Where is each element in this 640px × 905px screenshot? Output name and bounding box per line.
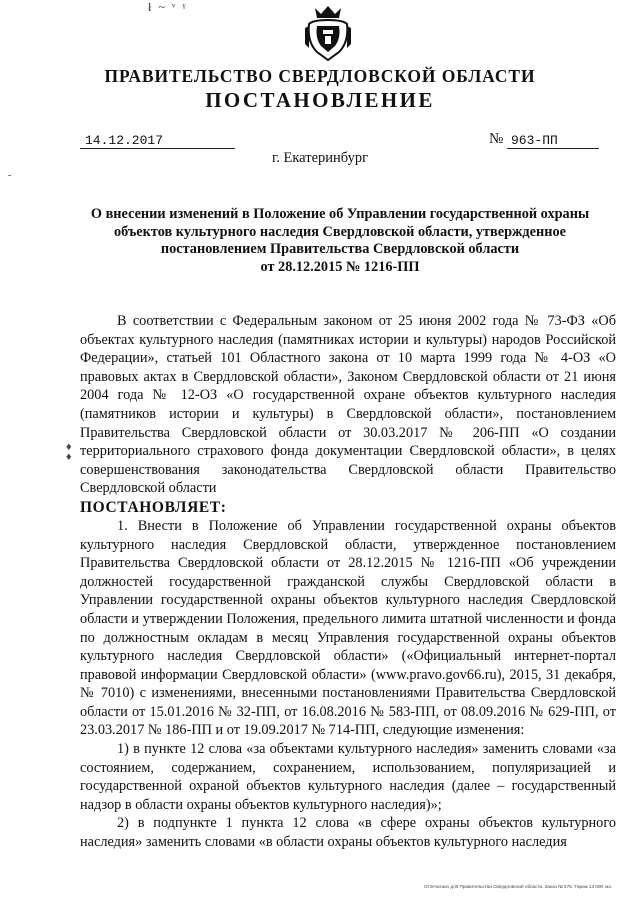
title-line: от 28.12.2015 № 1216-ПП	[260, 258, 420, 275]
title-line: объектов культурного наследия Свердловской области, утвержденное	[114, 223, 566, 240]
document-date: 14.12.2017	[80, 133, 235, 149]
item-paragraph: 1. Внести в Положение об Управлении государственной охраны объектов культурного наследия Свердловской области, утвержденное постановлением Правительства Свердловской области от 28.12.2015 № 1216-ПП «Об учреждении должностей государственной гражданской службы Свердловской области в Управлении государственной охраны объектов культурного наследия Свердловской области и утверждении Положения, предельного лимита штатной численности и фонда по должностным окладам в месяц Управления государственной охраны объектов культурного наследия Свердловской области» («Официальный интернет-портал правовой информации Свердловской области» (www.pravo.gov66.ru), 2015, 31 декабря, № 7010) с изменениями, внесенными постановлениями Правительства Свердловской области от 15.01.2016 № 32-ПП, от 16.08.2016 № 583-ПП, от 08.09.2016 № 629-ПП, от 23.03.2017 № 186-ПП и от 19.09.2017 № 714-ПП, следующие изменения:	[80, 517, 616, 739]
resolves-heading: ПОСТАНОВЛЯЕТ:	[80, 498, 227, 516]
number-label: №	[489, 131, 504, 147]
document-body	[80, 312, 616, 852]
title-line: О внесении изменений в Положение об Управлении государственной охраны	[90, 206, 590, 222]
handwritten-mark: ł ~ ᵛ ᵞ	[148, 0, 188, 14]
title-line: постановлением Правительства Свердловской области	[160, 241, 520, 257]
subitem-paragraph: 1) в пункте 12 слова «за объектами культурного наследия» заменить словами «за состоянием, содержанием, сохранением, использованием, популяризацией и государственной охраной объектов культурного наследия (далее – государственный надзор в области охраны объектов культурного наследия)»;	[80, 741, 616, 813]
margin-tick: -	[8, 170, 12, 181]
margin-annotation: ♦ ♦	[66, 441, 72, 463]
city: г. Екатеринбург	[271, 150, 369, 166]
print-note: Отпечатано для Правительства Свердловской области. Заказ № 575. Тираж 14 000 экз.	[424, 884, 613, 889]
document-title	[60, 206, 620, 276]
document-number: 963-ПП	[507, 133, 599, 149]
subitem-paragraph: 2) в подпункте 1 пункта 12 слова «в сфере охраны объектов культурного наследия» заменить словами «в области охраны объектов культурного наследия	[80, 815, 616, 851]
coat-of-arms-icon	[303, 4, 353, 64]
government-name: ПРАВИТЕЛЬСТВО СВЕРДЛОВСКОЙ ОБЛАСТИ	[104, 66, 536, 86]
preamble-paragraph: В соответствии с Федеральным законом от 25 июня 2002 года № 73-ФЗ «Об объектах культурного наследия (памятниках истории и культуры) народов Российской Федерации», статьей 101 Областного закона от 10 марта 1999 года № 4-ОЗ «О правовых актах в Свердловской области», Законом Свердловской области от 21 июня 2004 года № 12-ОЗ «О государственной охране объектов культурного наследия (памятников истории и культуры) в Свердловской области», постановлением Правительства Свердловской области от 30.03.2017 № 206-ПП «О создании территориального страхового фонда документации Свердловской области», в целях совершенствования законодательства Свердловской области Правительство Свердловской области	[80, 313, 616, 497]
document-type: ПОСТАНОВЛЕНИЕ	[205, 88, 435, 112]
